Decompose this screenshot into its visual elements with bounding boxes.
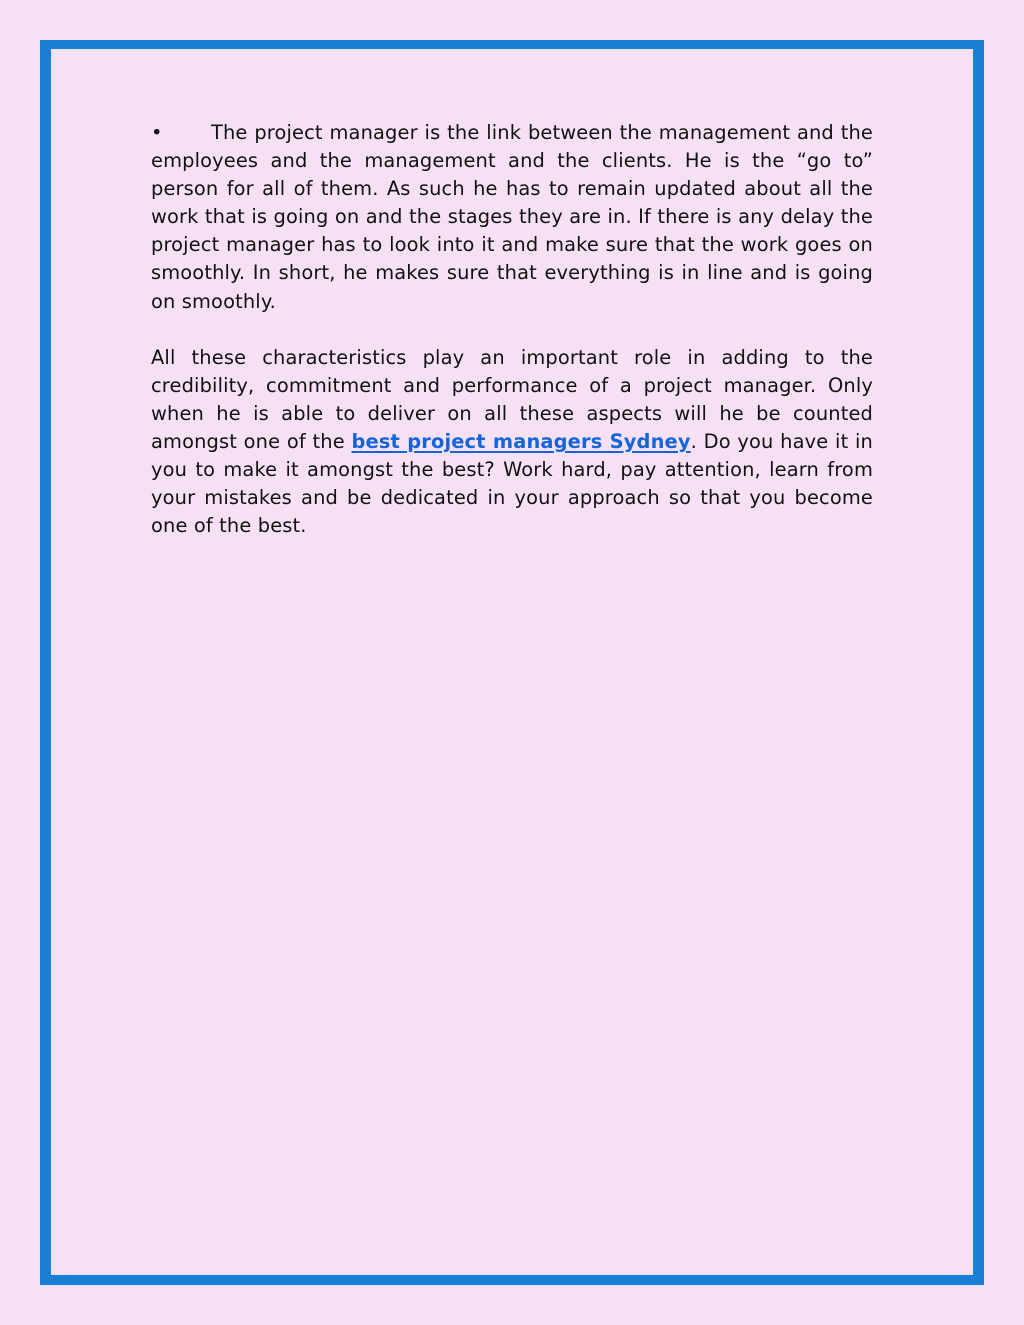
document-body [151,119,873,540]
conclusion-paragraph [151,344,873,541]
conclusion-text-after-link: . Do you have it in you to make it amongst the best? Work hard, pay attention, learn from your mistakes and be dedicated in your approach so that you become one of the best. [151,430,873,538]
bullet-paragraph [151,119,873,316]
best-project-managers-sydney-link[interactable]: best project managers Sydney [351,430,691,454]
conclusion-text-before-link: All these characteristics play an important role in adding to the credibility, commitment and performance of a project manager. Only when he is able to deliver on all these aspects will he be counted amongst one of the [151,345,873,454]
bullet-paragraph-text: The project manager is the link between the management and the employees and the management and the clients. He is the “go to” person for all of them. As such he has to remain updated about all the work that is going on and the stages they are in. If there is any delay the project manager has to look into it and make sure that the work goes on smoothly. In short, he makes sure that everything is in line and is going on smoothly. [151,121,873,313]
bullet-marker: • [151,121,163,144]
